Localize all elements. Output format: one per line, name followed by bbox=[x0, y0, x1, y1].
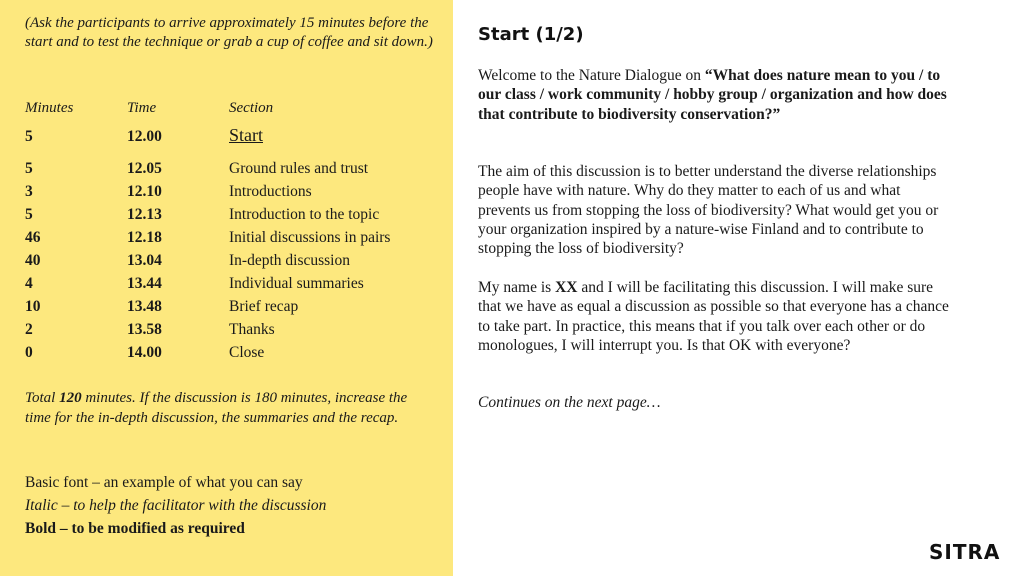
welcome-prefix: Welcome to the Nature Dialogue on bbox=[478, 67, 705, 84]
row-time: 13.58 bbox=[127, 321, 162, 338]
row-time: 12.13 bbox=[127, 206, 162, 223]
table-row bbox=[25, 252, 445, 275]
row-section: Close bbox=[229, 344, 265, 361]
row-section: Individual summaries bbox=[229, 275, 364, 292]
row-minutes: 10 bbox=[25, 298, 41, 315]
total-prefix: Total bbox=[25, 390, 60, 406]
row-minutes: 5 bbox=[25, 128, 33, 145]
row-time: 12.18 bbox=[127, 229, 162, 246]
header-time: Time bbox=[127, 100, 157, 116]
welcome-question: “What does nature mean to you / to our class / work community / hobby group / organization and how does that contribute to biodiversity conservation?” bbox=[478, 67, 947, 123]
aim-paragraph: The aim of this discussion is to better understand the diverse relationships people have with nature. Why do they matter to each of us and what prevents us from stopping the loss of biodiversity? What would get you or your organization inspired by a nature-wise Finland and to contribute to stopping the loss of biodiversity? bbox=[478, 163, 939, 258]
table-row bbox=[25, 206, 445, 229]
intro-note: (Ask the participants to arrive approximately 15 minutes before the start and to test the technique or grab a cup of coffee and sit down.) bbox=[25, 15, 433, 50]
row-time: 13.04 bbox=[127, 252, 162, 269]
table-row bbox=[25, 125, 445, 151]
page-title: Start (1/2) bbox=[478, 24, 584, 45]
row-section: In-depth discussion bbox=[229, 252, 350, 269]
header-minutes: Minutes bbox=[25, 100, 74, 116]
legend-basic: Basic font – an example of what you can say bbox=[25, 474, 303, 491]
row-minutes: 2 bbox=[25, 321, 33, 338]
row-time: 14.00 bbox=[127, 344, 162, 361]
row-minutes: 5 bbox=[25, 160, 33, 177]
facilitator-paragraph bbox=[478, 278, 956, 355]
table-row bbox=[25, 229, 445, 252]
table-row bbox=[25, 275, 445, 298]
legend-italic: Italic – to help the facilitator with the discussion bbox=[25, 497, 327, 514]
header-section: Section bbox=[229, 100, 274, 116]
row-section: Ground rules and trust bbox=[229, 160, 369, 177]
row-time: 12.05 bbox=[127, 160, 162, 177]
facilitator-prefix: My name is bbox=[478, 279, 556, 296]
row-time: 13.44 bbox=[127, 275, 162, 292]
table-row bbox=[25, 344, 445, 367]
row-time: 12.00 bbox=[127, 128, 162, 145]
facilitator-suffix: and I will be facilitating this discussion. I will make sure that we have as equal a discussion as possible so that everyone has a chance to take part. In practice, this means that if you talk over each other or do monologues, I will interrupt you. Is that OK with everyone? bbox=[478, 279, 949, 354]
row-minutes: 3 bbox=[25, 183, 33, 200]
legend-bold: Bold – to be modified as required bbox=[25, 520, 245, 537]
row-time: 12.10 bbox=[127, 183, 162, 200]
row-section: Introduction to the topic bbox=[229, 206, 380, 223]
continues-note: Continues on the next page… bbox=[478, 394, 661, 411]
table-row bbox=[25, 321, 445, 344]
row-section: Introductions bbox=[229, 183, 312, 200]
total-value: 120 bbox=[59, 390, 82, 406]
row-section: Initial discussions in pairs bbox=[229, 229, 391, 246]
table-row bbox=[25, 160, 445, 183]
welcome-paragraph bbox=[478, 66, 956, 124]
row-minutes: 46 bbox=[25, 229, 41, 246]
row-time: 13.48 bbox=[127, 298, 162, 315]
total-note bbox=[25, 389, 435, 428]
table-row bbox=[25, 183, 445, 206]
row-minutes: 5 bbox=[25, 206, 33, 223]
row-minutes: 4 bbox=[25, 275, 33, 292]
total-suffix: minutes. If the discussion is 180 minutes, increase the time for the in-depth discussion, the summaries and the recap. bbox=[25, 390, 408, 426]
facilitator-name: XX bbox=[555, 279, 578, 296]
facilitator-notes-panel bbox=[0, 0, 453, 576]
row-section: Thanks bbox=[229, 321, 275, 338]
sitra-logo: SITRA bbox=[929, 540, 1001, 564]
table-row bbox=[25, 298, 445, 321]
row-section: Start bbox=[229, 125, 263, 145]
row-minutes: 0 bbox=[25, 344, 33, 361]
row-section: Brief recap bbox=[229, 298, 299, 315]
row-minutes: 40 bbox=[25, 252, 41, 269]
